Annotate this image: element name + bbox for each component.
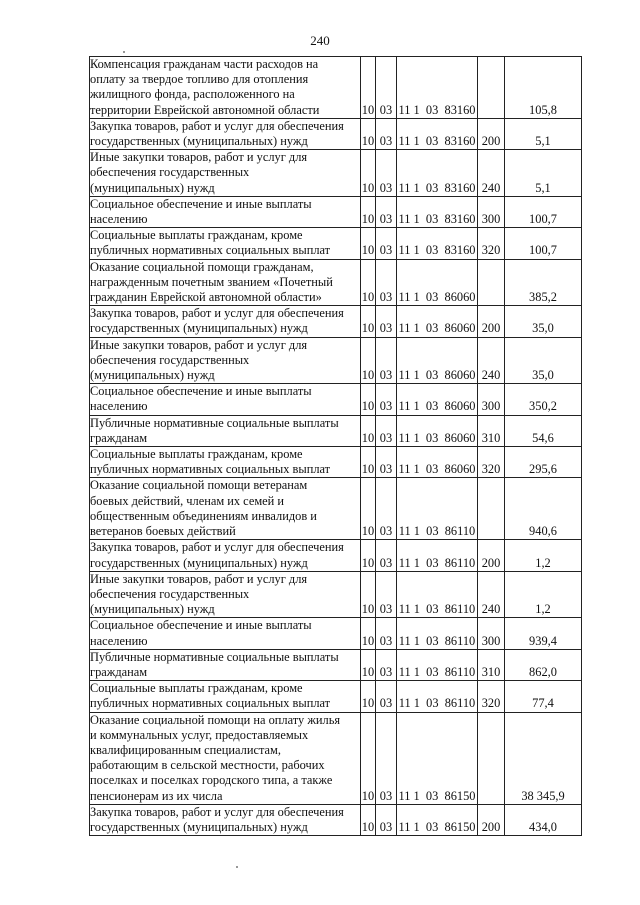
expense-name-cell <box>90 196 361 227</box>
section-code-cell: 10 <box>361 384 376 415</box>
expense-kind-cell <box>478 259 505 306</box>
table-row <box>90 118 582 149</box>
expense-name-cell <box>90 228 361 259</box>
amount-cell: 105,8 <box>505 57 582 119</box>
amount-cell: 35,0 <box>505 337 582 384</box>
expense-name-cell <box>90 150 361 197</box>
target-article-cell: 11 1 03 86060 <box>397 337 478 384</box>
subsection-code-cell: 03 <box>376 804 397 835</box>
subsection-code-cell: 03 <box>376 415 397 446</box>
table-row <box>90 259 582 306</box>
expense-kind-cell <box>478 712 505 804</box>
expense-kind-cell: 300 <box>478 384 505 415</box>
expense-name-cell <box>90 118 361 149</box>
table-row <box>90 618 582 649</box>
expense-kind-cell: 310 <box>478 649 505 680</box>
table-row <box>90 196 582 227</box>
table-row <box>90 804 582 835</box>
target-article-cell: 11 1 03 86150 <box>397 804 478 835</box>
expense-name-line: обеспечения государственных <box>90 165 250 180</box>
expense-name-line: обеспечения государственных <box>90 352 250 367</box>
section-code-cell: 10 <box>361 150 376 197</box>
subsection-code-cell: 03 <box>376 712 397 804</box>
table-row <box>90 478 582 540</box>
expense-name-cell <box>90 415 361 446</box>
section-code-cell: 10 <box>361 196 376 227</box>
section-code-cell: 10 <box>361 540 376 571</box>
expense-kind-cell: 200 <box>478 804 505 835</box>
section-code-cell: 10 <box>361 57 376 119</box>
expense-name-line: Публичные нормативные социальные выплаты <box>90 415 339 430</box>
expense-kind-cell <box>478 57 505 119</box>
subsection-code-cell: 03 <box>376 447 397 478</box>
expense-kind-cell: 200 <box>478 306 505 337</box>
expense-name-cell <box>90 478 361 540</box>
target-article-cell: 11 1 03 86110 <box>397 478 478 540</box>
expense-kind-cell: 300 <box>478 196 505 227</box>
target-article-cell: 11 1 03 86110 <box>397 681 478 712</box>
amount-cell: 940,6 <box>505 478 582 540</box>
expense-kind-cell: 300 <box>478 618 505 649</box>
table-row <box>90 540 582 571</box>
subsection-code-cell: 03 <box>376 571 397 618</box>
expense-name-line: населению <box>90 633 148 648</box>
page-number: 240 <box>310 33 330 48</box>
expense-name-line: (муниципальных) нужд <box>90 368 215 383</box>
expense-name-line: оплату за твердое топливо для отопления <box>90 72 309 87</box>
subsection-code-cell: 03 <box>376 150 397 197</box>
section-code-cell: 10 <box>361 415 376 446</box>
section-code-cell: 10 <box>361 118 376 149</box>
target-article-cell: 11 1 03 86060 <box>397 415 478 446</box>
subsection-code-cell: 03 <box>376 478 397 540</box>
section-code-cell: 10 <box>361 447 376 478</box>
expense-name-line: Оказание социальной помощи гражданам, <box>90 259 314 274</box>
expense-kind-cell: 200 <box>478 540 505 571</box>
expense-name-line: обеспечения государственных <box>90 586 250 601</box>
expense-name-line: публичных нормативных социальных выплат <box>90 243 331 258</box>
expense-name-line: населению <box>90 212 148 227</box>
expense-name-line: квалифицированным специалистам, <box>90 742 281 757</box>
expense-name-cell <box>90 259 361 306</box>
expense-name-line: ветеранов боевых действий <box>90 524 236 539</box>
expense-name-line: Социальное обеспечение и иные выплаты <box>90 384 312 399</box>
table-row <box>90 712 582 804</box>
subsection-code-cell: 03 <box>376 649 397 680</box>
expense-name-cell <box>90 384 361 415</box>
expense-kind-cell: 240 <box>478 337 505 384</box>
expense-name-line: Закупка товаров, работ и услуг для обеспечения <box>90 118 344 133</box>
expense-name-line: Социальные выплаты гражданам, кроме <box>90 447 303 462</box>
subsection-code-cell: 03 <box>376 118 397 149</box>
expense-name-cell <box>90 337 361 384</box>
section-code-cell: 10 <box>361 649 376 680</box>
section-code-cell: 10 <box>361 228 376 259</box>
expense-name-cell <box>90 57 361 119</box>
amount-cell: 5,1 <box>505 150 582 197</box>
expense-name-cell <box>90 447 361 478</box>
amount-cell: 939,4 <box>505 618 582 649</box>
expense-name-cell <box>90 712 361 804</box>
subsection-code-cell: 03 <box>376 228 397 259</box>
expense-name-line: населению <box>90 399 148 414</box>
table-row <box>90 681 582 712</box>
amount-cell: 77,4 <box>505 681 582 712</box>
subsection-code-cell: 03 <box>376 618 397 649</box>
expense-name-line: государственных (муниципальных) нужд <box>90 134 308 149</box>
expense-name-line: Оказание социальной помощи ветеранам <box>90 478 308 493</box>
section-code-cell: 10 <box>361 571 376 618</box>
section-code-cell: 10 <box>361 306 376 337</box>
expense-kind-cell: 240 <box>478 150 505 197</box>
amount-cell: 862,0 <box>505 649 582 680</box>
target-article-cell: 11 1 03 86060 <box>397 259 478 306</box>
section-code-cell: 10 <box>361 337 376 384</box>
amount-cell: 434,0 <box>505 804 582 835</box>
target-article-cell: 11 1 03 83160 <box>397 196 478 227</box>
section-code-cell: 10 <box>361 712 376 804</box>
expense-kind-cell: 320 <box>478 447 505 478</box>
expense-name-line: гражданин Еврейской автономной области» <box>90 290 322 305</box>
expense-name-line: работающим в сельской местности, рабочих <box>90 758 325 773</box>
expense-name-line: поселках и поселках городского типа, а также <box>90 773 333 788</box>
target-article-cell: 11 1 03 83160 <box>397 150 478 197</box>
target-article-cell: 11 1 03 86110 <box>397 571 478 618</box>
table-row <box>90 649 582 680</box>
target-article-cell: 11 1 03 86110 <box>397 649 478 680</box>
expense-name-line: публичных нормативных социальных выплат <box>90 462 331 477</box>
subsection-code-cell: 03 <box>376 196 397 227</box>
expense-kind-cell: 320 <box>478 228 505 259</box>
target-article-cell: 11 1 03 86150 <box>397 712 478 804</box>
amount-cell: 1,2 <box>505 571 582 618</box>
expense-name-line: Закупка товаров, работ и услуг для обеспечения <box>90 804 344 819</box>
target-article-cell: 11 1 03 86060 <box>397 384 478 415</box>
target-article-cell: 11 1 03 86060 <box>397 447 478 478</box>
section-code-cell: 10 <box>361 259 376 306</box>
expense-name-line: жилищного фонда, расположенного на <box>90 87 295 102</box>
expense-name-line: гражданам <box>90 430 148 445</box>
table-row <box>90 447 582 478</box>
table-row <box>90 150 582 197</box>
amount-cell: 38 345,9 <box>505 712 582 804</box>
table-row <box>90 57 582 119</box>
section-code-cell: 10 <box>361 618 376 649</box>
scan-speck <box>123 51 125 53</box>
table-row <box>90 384 582 415</box>
subsection-code-cell: 03 <box>376 384 397 415</box>
expense-name-line: Иные закупки товаров, работ и услуг для <box>90 150 308 165</box>
expense-name-cell <box>90 540 361 571</box>
expense-name-line: Компенсация гражданам части расходов на <box>90 57 319 71</box>
expense-kind-cell: 320 <box>478 681 505 712</box>
subsection-code-cell: 03 <box>376 681 397 712</box>
expense-name-line: Оказание социальной помощи на оплату жилья <box>90 712 341 727</box>
amount-cell: 385,2 <box>505 259 582 306</box>
scan-speck <box>236 866 238 868</box>
expense-kind-cell <box>478 478 505 540</box>
expense-name-cell <box>90 306 361 337</box>
table-row <box>90 571 582 618</box>
amount-cell: 1,2 <box>505 540 582 571</box>
section-code-cell: 10 <box>361 681 376 712</box>
target-article-cell: 11 1 03 83160 <box>397 228 478 259</box>
subsection-code-cell: 03 <box>376 337 397 384</box>
budget-table <box>89 56 582 836</box>
expense-name-line: (муниципальных) нужд <box>90 602 215 617</box>
target-article-cell: 11 1 03 86110 <box>397 540 478 571</box>
expense-name-line: Социальные выплаты гражданам, кроме <box>90 228 303 243</box>
subsection-code-cell: 03 <box>376 259 397 306</box>
target-article-cell: 11 1 03 86110 <box>397 618 478 649</box>
amount-cell: 54,6 <box>505 415 582 446</box>
expense-name-cell <box>90 681 361 712</box>
amount-cell: 35,0 <box>505 306 582 337</box>
expense-name-line: государственных (муниципальных) нужд <box>90 321 308 336</box>
expense-name-line: государственных (муниципальных) нужд <box>90 555 308 570</box>
expense-name-line: гражданам <box>90 664 148 679</box>
expense-name-line: Публичные нормативные социальные выплаты <box>90 649 339 664</box>
amount-cell: 350,2 <box>505 384 582 415</box>
amount-cell: 100,7 <box>505 228 582 259</box>
expense-name-line: Закупка товаров, работ и услуг для обеспечения <box>90 540 344 555</box>
expense-kind-cell: 240 <box>478 571 505 618</box>
table-row <box>90 228 582 259</box>
expense-name-line: Закупка товаров, работ и услуг для обеспечения <box>90 306 344 321</box>
expense-name-line: публичных нормативных социальных выплат <box>90 696 331 711</box>
expense-name-cell <box>90 618 361 649</box>
subsection-code-cell: 03 <box>376 540 397 571</box>
expense-name-line: Социальные выплаты гражданам, кроме <box>90 681 303 696</box>
table-row <box>90 306 582 337</box>
target-article-cell: 11 1 03 83160 <box>397 57 478 119</box>
amount-cell: 5,1 <box>505 118 582 149</box>
expense-name-line: награжденным почетным званием «Почетный <box>90 274 333 289</box>
expense-name-line: общественным объединениям инвалидов и <box>90 508 317 523</box>
subsection-code-cell: 03 <box>376 57 397 119</box>
expense-name-line: Иные закупки товаров, работ и услуг для <box>90 337 308 352</box>
target-article-cell: 11 1 03 86060 <box>397 306 478 337</box>
section-code-cell: 10 <box>361 478 376 540</box>
expense-name-cell <box>90 649 361 680</box>
expense-name-line: Иные закупки товаров, работ и услуг для <box>90 571 308 586</box>
expense-kind-cell: 200 <box>478 118 505 149</box>
expense-name-line: и коммунальных услуг, предоставляемых <box>90 727 309 742</box>
section-code-cell: 10 <box>361 804 376 835</box>
amount-cell: 100,7 <box>505 196 582 227</box>
expense-name-line: государственных (муниципальных) нужд <box>90 819 308 834</box>
subsection-code-cell: 03 <box>376 306 397 337</box>
expense-name-line: территории Еврейской автономной области <box>90 102 320 117</box>
table-row <box>90 415 582 446</box>
expense-name-line: пенсионерам из их числа <box>90 788 223 803</box>
expense-name-cell <box>90 804 361 835</box>
expense-kind-cell: 310 <box>478 415 505 446</box>
expense-name-line: боевых действий, членам их семей и <box>90 493 285 508</box>
expense-name-cell <box>90 571 361 618</box>
expense-name-line: Социальное обеспечение и иные выплаты <box>90 618 312 633</box>
expense-name-line: (муниципальных) нужд <box>90 180 215 195</box>
budget-table-body <box>90 57 582 836</box>
expense-name-line: Социальное обеспечение и иные выплаты <box>90 196 312 211</box>
table-row <box>90 337 582 384</box>
amount-cell: 295,6 <box>505 447 582 478</box>
target-article-cell: 11 1 03 83160 <box>397 118 478 149</box>
